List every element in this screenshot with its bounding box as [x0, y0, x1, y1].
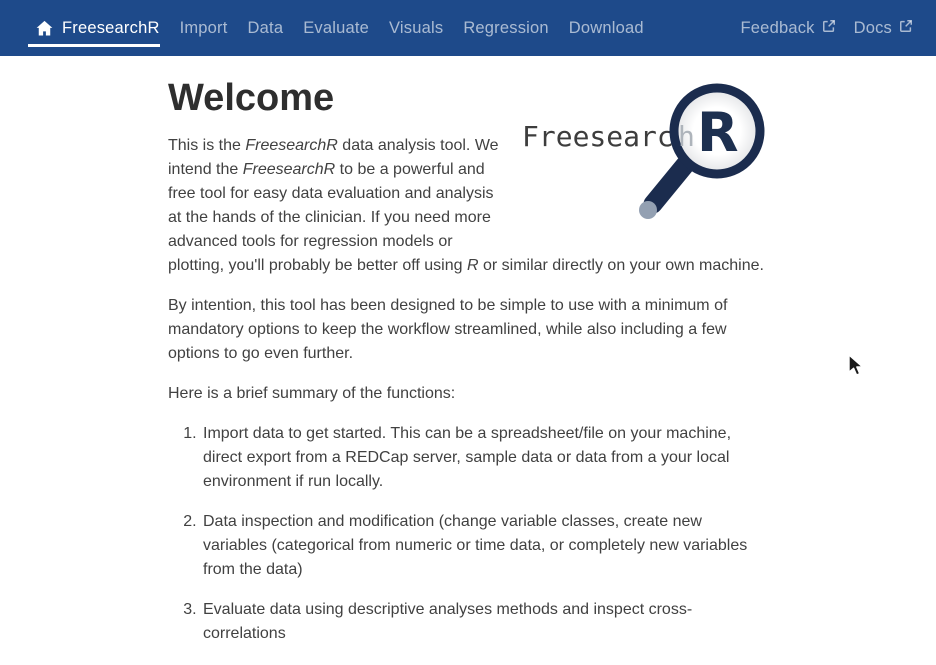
nav-item-docs[interactable] — [845, 0, 922, 56]
list-item-evaluate: 3. Evaluate data using descriptive analyses methods and inspect cross-correlations — [201, 598, 768, 646]
nav-item-visuals[interactable]: Visuals — [389, 18, 444, 37]
top-navbar — [0, 0, 936, 56]
magnifier-handle-tip — [639, 201, 657, 219]
nav-item-evaluate[interactable]: Evaluate — [303, 18, 370, 37]
nav-item-feedback[interactable] — [732, 0, 845, 56]
logo-text-dark: Freesearc — [522, 120, 674, 153]
logo-text-light: h — [678, 120, 695, 153]
nav-brand-label: FreesearchR — [62, 18, 160, 37]
list-item-import: 1. Import data to get started. This can be a spreadsheet/file on your machine, direct export from a REDCap server, sample data or data from a your local environment if run locally. — [201, 422, 768, 494]
list-item-data-inspection: 2. Data inspection and modification (change variable classes, create new variables (categorical from numeric or time data, or completely new variables from the data) — [201, 510, 768, 582]
nav-brand-freesearchr[interactable] — [36, 0, 160, 56]
nav-item-regression[interactable]: Regression — [463, 18, 549, 37]
functions-list — [168, 422, 768, 646]
nav-item-data[interactable]: Data — [247, 18, 284, 37]
intro-paragraph: This is the FreesearchR data analysis tool. We intend the FreesearchR to be a powerful and free tool for easy data evaluation and analysis at the hands of the clinician. If you need more advanced tools for regression models or plotting, you'll probably be better off using R or similar directly on your own machine. — [168, 136, 764, 274]
summary-intro-paragraph: Here is a brief summary of the functions: — [168, 384, 456, 402]
nav-item-download[interactable]: Download — [568, 18, 644, 37]
magnifier-handle — [653, 165, 685, 204]
page-title: Welcome — [168, 77, 335, 119]
nav-item-import[interactable]: Import — [179, 18, 228, 37]
intention-paragraph: By intention, this tool has been designed to be simple to use with a minimum of mandatory options to keep the workflow streamlined, while also including a few options to go even further. — [168, 296, 728, 362]
external-link-icon — [899, 19, 913, 38]
main-content — [0, 56, 936, 646]
logo-lens-letter: R — [697, 101, 739, 164]
external-link-icon — [822, 19, 836, 38]
nav-item-docs-label: Docs — [853, 18, 892, 37]
home-icon — [36, 20, 53, 37]
freesearchr-logo — [520, 77, 768, 227]
nav-right-group — [732, 0, 922, 56]
nav-item-feedback-label: Feedback — [740, 18, 815, 37]
